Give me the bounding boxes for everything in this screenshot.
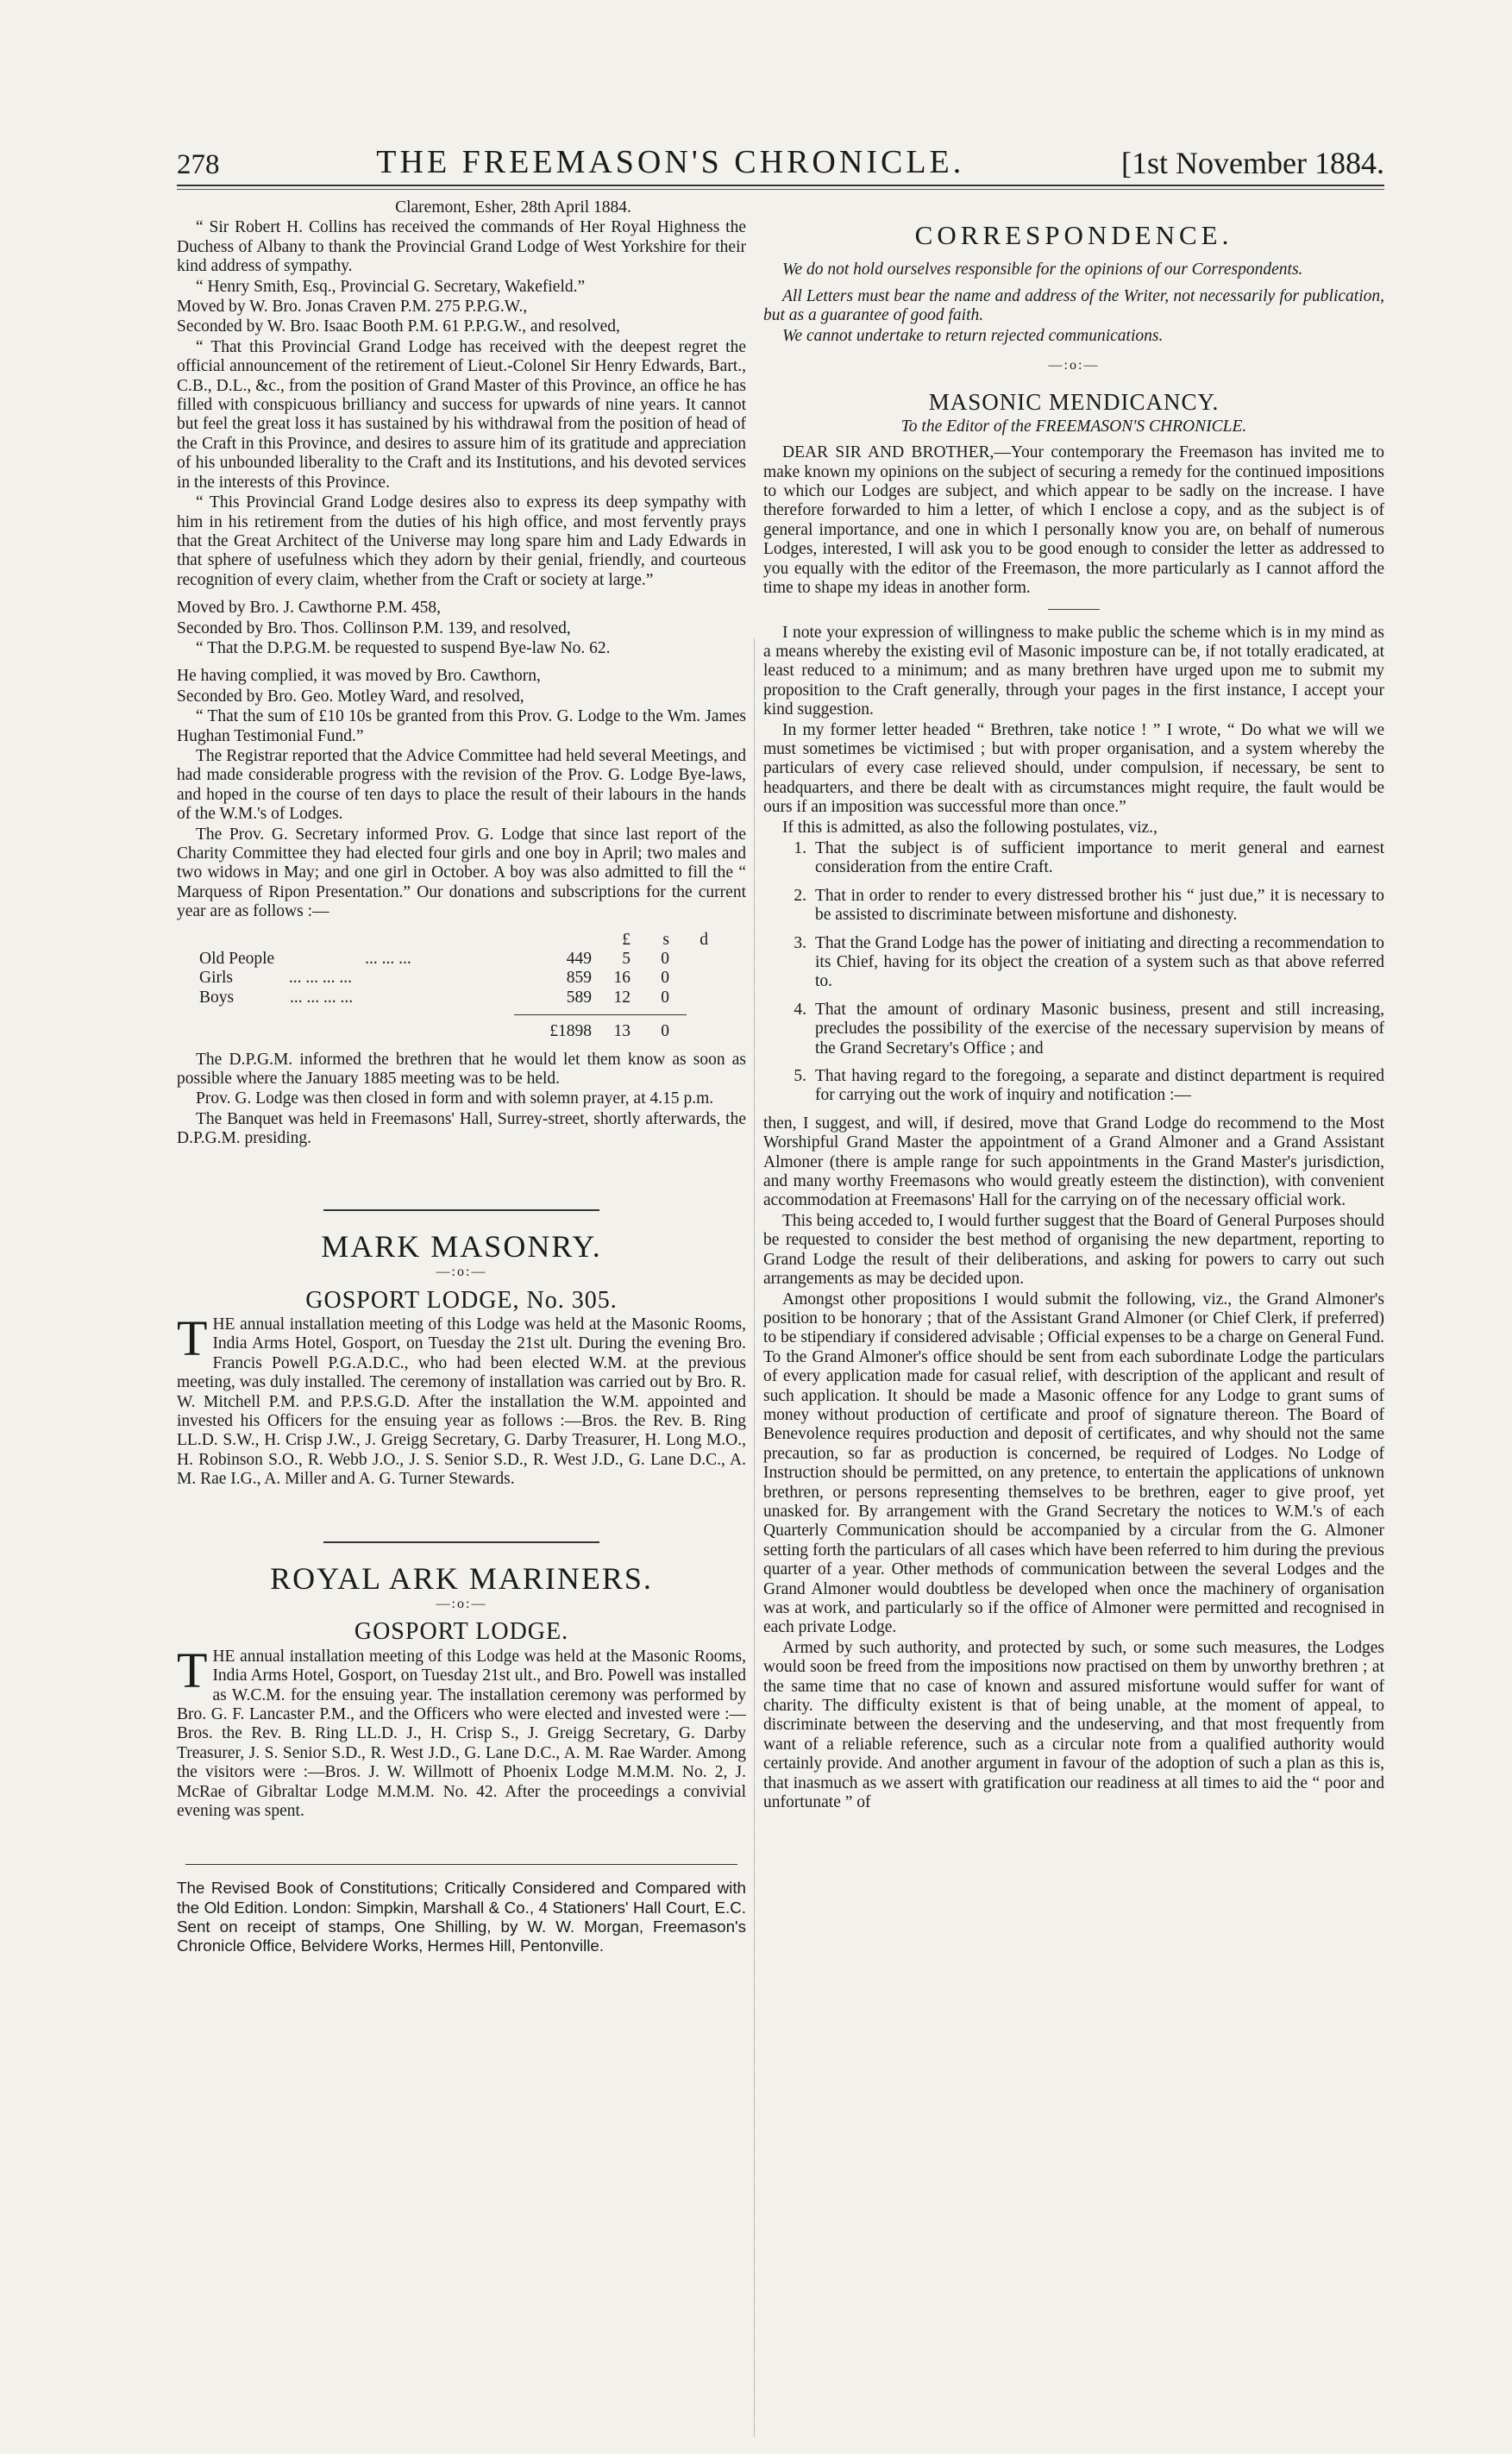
paragraph: Seconded by Bro. Geo. Motley Ward, and resolved, — [177, 687, 524, 706]
drop-cap: T — [177, 1309, 208, 1366]
paragraph: Prov. G. Lodge was then closed in form and with solemn prayer, at 4.15 p.m. — [196, 1089, 714, 1108]
lodge-heading: GOSPORT LODGE. — [354, 1618, 569, 1646]
lodge-heading: GOSPORT LODGE, No. 305. — [305, 1286, 618, 1314]
table-total: £1898 13 0 — [549, 1022, 669, 1041]
paragraph: “ That the D.P.G.M. be requested to suspend Bye-law No. 62. — [196, 638, 611, 657]
article-body: THE annual installation meeting of this Lodge was held at the Masonic Rooms, India Arms Hotel, Gosport, on Tuesday 21st ult., and Bro. Powell was installed as W.C.M. for the ensuing year. The installation ceremony was performed by Bro. G. F. Lancaster P.M., and the Officers who were elected and invested were :—Bros. the Rev. B. Ring LL.D. J., H. Crisp S., J. Greigg Secretary, G. Darby Treasurer, J. S. Senior S.D., R. West J.D., G. Lane D.C., A. M. Rae Warder. Among the visitors were :—Bros. J. W. Willmott of Phoenix Lodge M.M.M. No. 2, J. McRae of Gibraltar Lodge M.M.M. No. 42. After the proceedings a convivial evening was spent. — [177, 1641, 746, 1821]
paragraph: Moved by W. Bro. Jonas Craven P.M. 275 P.P.G.W., — [177, 298, 528, 317]
section-rule — [323, 1541, 599, 1543]
column-divider — [754, 638, 755, 2437]
paragraph: Amongst other propositions I would submit the following, viz., the Grand Almoner's position to be honorary ; that of the Assistant Grand Almoner (or Chief Clerk, if preferred) to be stipendiary if considered advisable ; Official expenses to be a charge on General Fund. To the Grand Almoner's office should be sent from each subordinate Lodge the particulars of every application made for casual relief, with description of the applicant and result of such application. It should be made a Masonic offence for any Lodge to grant sums of money without production of certificate and proof of signature thereon. The Board of Benevolence requires production and deposit of certificates, and why should not the same precaution, so far as production is concerned, be required of Lodges. No Lodge of Instruction should be permitted, on any pretence, to entertain the applications of unknown brethren, or persons representing themselves to be brethren, eager to give proof, yet unasked for. By arrangement with the Grand Secretary the notices to W.M.'s of each Quarterly Communication should be accompanied by a circular from the G. Almoner setting forth the particulars of all cases which have been referred to him during the previous quarter of a year. Other methods of communication between the several Lodges and the Grand Almoner would doubtless be developed when once the machinery of organisation was at work, and particularly so if the office of Almoner were permitted and recognised in each private Lodge. — [763, 1290, 1384, 1637]
table-row: Girls ... ... ... ... 859 16 0 — [199, 969, 669, 988]
section-title-mark-masonry: MARK MASONRY. — [321, 1228, 602, 1264]
dateline: Claremont, Esher, 28th April 1884. — [395, 198, 631, 217]
left-column — [177, 198, 746, 1956]
article-body: THE annual installation meeting of this Lodge was held at the Masonic Rooms, India Arms Hotel, Gosport, on Tuesday the 21st ult. During the evening Bro. Francis Powell P.G.A.D.C., who had been elected W.M. at the previous meeting, was duly installed. The ceremony of installation was carried out by Bro. R. W. Mitchell P.M. and P.P.S.G.D. After the installation the W.M. appointed and invested his Officers for the ensuing year as follows :—Bros. the Rev. B. Ring LL.D. S.W., H. Crisp J.W., J. Greigg Secretary, G. Darby Treasurer, H. Long M.O., H. Robinson S.O., R. Webb J.O., J. S. Senior S.D., R. West J.D., G. Lane D.C., A. M. Rae I.G., A. Miller and A. G. Turner Stewards. — [177, 1309, 746, 1489]
paragraph: then, I suggest, and will, if desired, move that Grand Lodge do recommend to the Most Worshipful Grand Master the appointment of a Grand Almoner and a Grand Assistant Almoner (there is ample range for such appointments in the Grand Master's jurisdiction, and many worthy Freemasons who would greatly esteem the distinction), with convenient accommodation at Freemasons' Hall for the carrying on of the necessary official work. — [763, 1114, 1384, 1210]
subscriptions-table — [199, 931, 708, 1042]
issue-date: [1st November 1884. — [1121, 146, 1384, 180]
paragraph: The Registrar reported that the Advice Committee had held several Meetings, and had made considerable progress with the revision of the Prov. G. Lodge Bye-laws, and hoped in the course of ten days to place the result of their labours in the hands of the W.M.'s of Lodges. — [177, 746, 746, 824]
page-header — [177, 129, 1384, 181]
list-item: 4. That the amount of ordinary Masonic business, present and still increasing, precludes the possibility of the exercise of the necessary supervision by means of the Grand Secretary's Office ; and — [794, 1000, 1384, 1058]
separator: —:o:— — [1048, 358, 1100, 373]
page-number: 278 — [177, 149, 220, 180]
header-rule-thin — [177, 189, 1384, 190]
list-item: 2. That in order to render to every distressed brother his “ just due,” it is necessary to be assisted to discriminate between misfortune and dishonesty. — [794, 886, 1384, 925]
paragraph: He having complied, it was moved by Bro. Cawthorn, — [177, 667, 541, 686]
total-rule — [514, 1014, 687, 1015]
paragraph: “ That this Provincial Grand Lodge has received with the deepest regret the official announcement of the retirement of Lieut.-Colonel Sir Henry Edwards, Bart., C.B., D.L., &c., from the position of Grand Master of this Province, an office he has filled with conspicuous brilliancy and success for upwards of nine years. It cannot but feel the great loss it has sustained by his withdrawal from the position of head of the Craft in this Province, and desires to assure him of its gratitude and appreciation of his unbounded liberality to the Craft and its Institutions, and his devoted services in the interests of this Province. — [177, 337, 746, 492]
list-item: 1. That the subject is of sufficient importance to merit general and earnest consideration from the entire Craft. — [794, 838, 1384, 877]
section-title-royal-ark-mariners: ROYAL ARK MARINERS. — [270, 1560, 653, 1596]
paragraph: The D.P.G.M. informed the brethren that he would let them know as soon as possible where the January 1885 meeting was to be held. — [177, 1050, 746, 1089]
paragraph: Armed by such authority, and protected by such, or some such measures, the Lodges would soon be freed from the impositions now practised on them by unworthy brethren ; at the same time that no case of known and assured misfortune would suffer for want of charity. The difficulty existent is that of being unable, at the moment of appeal, to discriminate between the deserving and the undeserving, and that most frequently from want of a reliable reference, such as a circular note from a qualified authority would certainly provide. And another argument in favour of the adoption of such a plan as this is, that inasmuch as we assert with gratification our readiness at all times to aid the “ poor and unfortunate ” of — [763, 1638, 1384, 1812]
paragraph: The Prov. G. Secretary informed Prov. G. Lodge that since last report of the Charity Committee they had elected four girls and one boy in April; two males and two widows in May; and one girl in October. A boy was also admitted to fill the “ Marquess of Ripon Presentation.” Our donations and subscriptions for the current year are as follows :— — [177, 825, 746, 921]
correspondence-heading: CORRESPONDENCE. — [914, 220, 1233, 250]
list-item: 3. That the Grand Lodge has the power of initiating and directing a recommendation to its Chief, having for its object the creation of a system such as that above referred to. — [794, 933, 1384, 991]
postulates-list — [763, 839, 1384, 1106]
disclaimer: We cannot undertake to return rejected communications. — [782, 326, 1164, 345]
disclaimer: All Letters must bear the name and address of the Writer, not necessarily for publication, but as a guarantee of good faith. — [763, 286, 1384, 325]
paragraph: If this is admitted, as also the following postulates, viz., — [782, 818, 1158, 837]
paragraph: Moved by Bro. J. Cawthorne P.M. 458, — [177, 599, 442, 618]
paragraph: “ Sir Robert H. Collins has received the commands of Her Royal Highness the Duchess of Albany to thank the Provincial Grand Lodge of West Yorkshire for their kind address of sympathy. — [177, 218, 746, 276]
table-header: £ s d — [622, 930, 708, 949]
short-rule — [1048, 609, 1100, 610]
disclaimer: We do not hold ourselves responsible for the opinions of our Correspondents. — [782, 260, 1303, 279]
letter-title: MASONIC MENDICANCY. — [928, 389, 1220, 416]
advert-book-of-constitutions: The Revised Book of Constitutions; Critically Considered and Compared with the Old Edition. London: Simpkin, Marshall & Co., 4 Stationers' Hall Court, E.C. Sent on receipt of stamps, One Shilling, by W. W. Morgan, Freemason's Chronicle Office, Belvidere Works, Hermes Hill, Pentonville. — [177, 1879, 746, 1955]
paragraph: Seconded by W. Bro. Isaac Booth P.M. 61 P.P.G.W., and resolved, — [177, 317, 620, 336]
paragraph: The Banquet was held in Freemasons' Hall, Surrey-street, shortly afterwards, the D.P.G.M. presiding. — [177, 1109, 746, 1148]
drop-cap: T — [177, 1641, 208, 1698]
paragraph: DEAR SIR AND BROTHER,—Your contemporary the Freemason has invited me to make known my opinions on the subject of securing a remedy for the continued impositions to which our Lodges are subject, and which appear to be sadly on the increase. I have therefore forwarded to him a letter, of which I enclose a copy, and as the subject is of general importance, and one in which I personally know you are, on behalf of numerous Lodges, interested, I will ask you to be good enough to consider the letter as addressed to you equally with the editor of the Freemason, the more particularly as I cannot afford the time to shape my ideas in another form. — [763, 443, 1384, 598]
header-rule — [177, 185, 1384, 186]
table-row: Old People ... ... ... 449 5 0 — [199, 950, 669, 969]
running-title: THE FREEMASON'S CHRONICLE. — [376, 144, 965, 180]
separator: —:o:— — [436, 1265, 487, 1280]
paragraph: In my former letter headed “ Brethren, take notice ! ” I wrote, “ Do what we will we must sometimes be victimised ; but with proper organisation, and a system whereby the particulars of every case relieved should, under compulsion, if necessary, be sent to headquarters, and there be dealt with as circumstances might require, the fault would be ours if an imposition was successful more than once.” — [763, 720, 1384, 817]
separator: —:o:— — [436, 1596, 487, 1611]
section-rule — [323, 1209, 599, 1211]
letter-addressee: To the Editor of the FREEMASON'S CHRONICLE. — [900, 417, 1247, 436]
list-item: 5. That having regard to the foregoing, a separate and distinct department is required for carrying out the work of inquiry and notification :— — [794, 1067, 1384, 1105]
paragraph: “ This Provincial Grand Lodge desires also to express its deep sympathy with him in his retirement from the duties of his high office, and most fervently prays that the Great Architect of the Universe may long spare him and Lady Edwards in that sphere of usefulness which they adorn by their genial, friendly, and courteous recognition of every claim, whether from the Craft or society at large.” — [177, 493, 746, 589]
paragraph: This being acceded to, I would further suggest that the Board of General Purposes should be requested to consider the best method of organising the new department, reporting to Grand Lodge the result of their deliberations, and asking for powers to carry out such arrangements as may be decided upon. — [763, 1211, 1384, 1289]
paragraph: “ Henry Smith, Esq., Provincial G. Secretary, Wakefield.” — [196, 277, 586, 296]
paragraph: Seconded by Bro. Thos. Collinson P.M. 139, and resolved, — [177, 618, 571, 637]
paragraph: I note your expression of willingness to make public the scheme which is in my mind as a means whereby the existing evil of Masonic imposture can be, if not totally eradicated, at least reduced to a minimum; and as many brethren have urged upon me to submit my proposition to the Craft generally, through your pages in the first instance, I accept your kind suggestion. — [763, 623, 1384, 719]
right-column — [763, 198, 1384, 1813]
advert-rule — [185, 1864, 737, 1865]
paragraph: “ That the sum of £10 10s be granted from this Prov. G. Lodge to the Wm. James Hughan Testimonial Fund.” — [177, 707, 746, 745]
table-row: Boys ... ... ... ... 589 12 0 — [199, 988, 669, 1007]
